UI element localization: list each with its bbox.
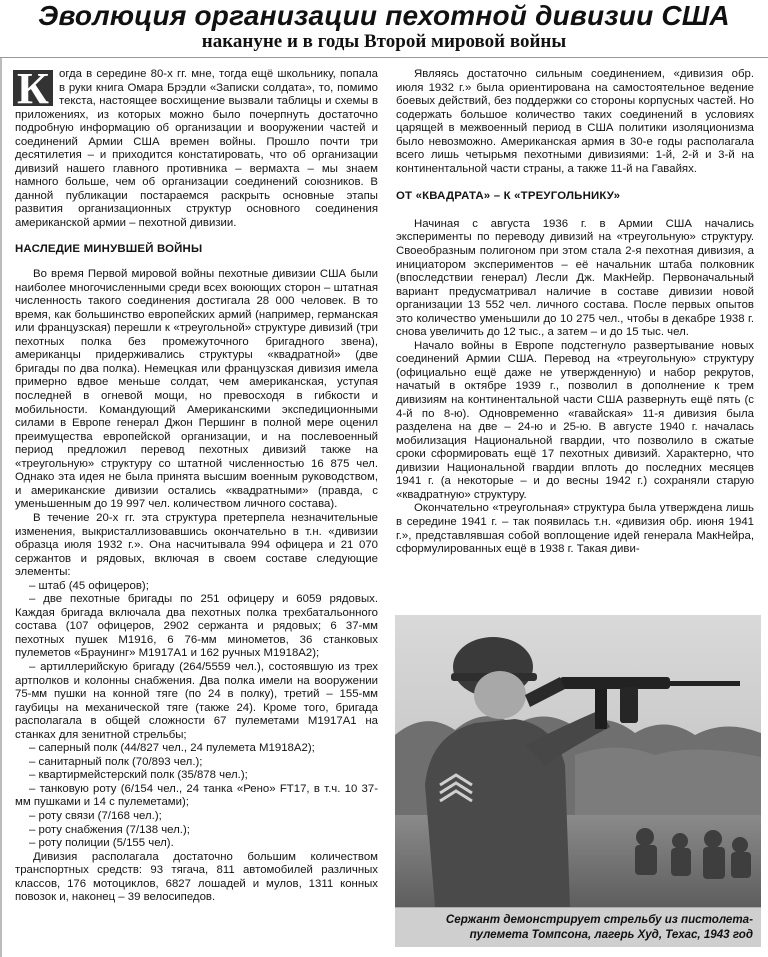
intro-block (15, 64, 378, 231)
list-item: – артиллерийскую бригаду (264/5559 чел.), состоявшую из трех артполков и колонны снабжения. Два полка имели на вооружении 75-мм пушки на конной тяге (по 24 в полку), третий – 155-мм гаубицы на механической тяге (также 24). Кроме того, бригада располагала в общей сложности 67 пулеметами M1917A1 на станках для зенитной стрельбы; (15, 660, 378, 741)
header-divider (0, 57, 768, 58)
list-item: – квартирмейстерский полк (35/878 чел.); (29, 769, 248, 782)
list-item: – роту связи (7/168 чел.); (29, 809, 162, 822)
body-paragraph: Начало войны в Европе подстегнуло развертывание новых соединений Армии США. Перевод на «треугольную» структуру (официально ещё даже не утвержденную) и набор рекрутов, начатый в октябре 1939 г., позволил в дополнение к трем дивизиям на континентальной части США развернуть ещё пять (с 4-й по 8-ю). Одновременно «гавайская» 11-я дивизия была разделена на две – 24-ю и 25-ю. В августе 1940 г. началась мобилизация Национальной гвардии, что позволило в сжатые сроки сформировать ещё 17 пехотных дивизий. Характерно, что дивизии Национальной гвардии вплоть до последних месяцев 1941 г. (а некоторые – и до весны 1942 г.) сохраняли старую «квадратную» структуру. (396, 339, 754, 501)
left-column (15, 64, 378, 905)
body-paragraph: В течение 20-х гг. эта структура претерпела незначительные изменения, выкристаллизовавшись окончательно в т.н. «дивизии образца июля 1932 г.». Она насчитывала 994 офицера и 21 070 сержантов и рядовых, включая в своем составе следующие элементы: (15, 511, 378, 579)
drop-cap: К (13, 70, 53, 106)
photo-illustration (395, 615, 761, 907)
intro-paragraph: огда в середине 80-х гг. мне, тогда ещё школьнику, попала в руки книга Омара Брэдли «Записки солдата», то, помимо текста, настоящее восхищение вызвали таблицы и схемы в приложениях, из которых можно было почерпнуть достаточно подробную информацию об организации и вооружении частей и соединений Армии США времен войны. Прошло почти три десятилетия – и приходится констатировать, что об организации дивизий нашего главного противника – вермахта – мы знаем намного больше, чем об организации соединений союзников. В данной публикации постараемся раскрыть основные этапы развития организационных структур основного соединения американской армии – пехотной дивизии. (15, 68, 378, 230)
list-item: – роту полиции (5/155 чел). (29, 837, 174, 850)
body-paragraph: Дивизия располагала достаточно большим количеством транспортных средств: 93 тягача, 811 автомобилей различных классов, 176 мотоциклов, 6827 лошадей и мулов, 1311 конных повозок и, наконец – 39 велосипедов. (15, 850, 378, 904)
list-item: – танковую роту (6/154 чел., 24 танка «Рено» FT17, в т.ч. 10 37-мм пушками и 14 с пулеметами); (15, 782, 378, 809)
right-column (396, 68, 754, 557)
list-item: – штаб (45 офицеров); (29, 579, 149, 592)
body-paragraph: Во время Первой мировой войны пехотные дивизии США были наиболее многочисленными среди всех воюющих сторон – штатная численность такого соединения достигала 28 000 человек. В то время, как большинство европейских армий (например, германская или французская) перешли к «треугольной» структуре дивизий (три пехотных полка без промежуточного бригадного звена), американцы придерживались структуры «квадратной» (две бригады по два полка). Немецкая или французская дивизия имела примерно вдвое меньше солдат, чем американская, уступая последней в огневой мощи, но превосходя в гибкости и мобильности. Командующий Американскими экспедиционными силами в Европе генерал Джон Першинг в полной мере оценил преимущества европейской организации, и на послевоенный период предложил перевод пехотных дивизий также на «треугольную» структуру со штатной численностью 16 875 чел. Однако эта идея не была принята высшим военным руководством, и американские дивизии остались «квадратными» (правда, с уменьшенным до 19 997 чел. количеством личного состава). (15, 268, 378, 511)
photo-caption: Сержант демонстрирует стрельбу из пистолета-пулемета Томпсона, лагерь Худ, Техас, 1943 год (395, 907, 761, 947)
historical-photo (395, 615, 761, 907)
page-edge-rule (0, 58, 2, 957)
list-item: – две пехотные бригады по 251 офицеру и 6059 рядовых. Каждая бригада включала два пехотных полка трехбатальонного состава (107 офицеров, 2902 сержанта и рядовых; 6 37-мм пехотных пушек M1916, 6 76-мм минометов, 36 станковых пулеметов «Браунинг» M1917A1 и 162 ручных M1918A2); (15, 593, 378, 660)
list-item: – роту снабжения (7/138 чел.); (29, 823, 190, 836)
section-heading-square-to-triangle: ОТ «КВАДРАТА» – К «ТРЕУГОЛЬНИКУ» (396, 190, 621, 203)
page-title: Эволюция организации пехотной дивизии США (38, 0, 730, 31)
list-item: – санитарный полк (70/893 чел.); (29, 755, 203, 768)
section-heading-legacy: НАСЛЕДИЕ МИНУВШЕЙ ВОЙНЫ (15, 242, 203, 255)
list-item: – саперный полк (44/827 чел., 24 пулемета M1918A2); (29, 742, 315, 755)
body-paragraph: Являясь достаточно сильным соединением, «дивизия обр. июля 1932 г.» была ориентирована на самостоятельное ведение боевых действий, без поддержки со стороны корпусных частей. Но содержать большое количество таких соединений в условиях царящей в межвоенный период в США политики изоляционизма было невозможно. Американская армия в 30-е годы располагала всего лишь четырьмя пехотными дивизиями: 1-й, 2-й и 3-й на континентальной части страны, а также 11-й на Гавайях. (396, 68, 754, 175)
body-paragraph: Окончательно «треугольная» структура была утверждена лишь в середине 1941 г. – так появилась т.н. «дивизия обр. июня 1941 г.», представлявшая собой воплощение идей генерала МакНейра, сформулированных ещё в 1938 г. Такая диви- (396, 502, 754, 556)
body-paragraph: Начиная с августа 1936 г. в Армии США начались эксперименты по переводу дивизий на «треугольную» структуру. Своеобразным полигоном при этом стала 2-я пехотная дивизия, а инициатором экспериментов – её начальник штаба полковник (впоследствии генерал) Лесли Дж. МакНейр. Первоначальный вариант предусматривал наличие в составе дивизии новой организации 13 552 чел. личного состава. После первых опытов это количество уменьшили до 10 275 чел., чтобы в декабре 1938 г. снова увеличить до 12 тыс., а затем – и до 15 тыс. чел. (396, 217, 754, 339)
page-subtitle: накануне и в годы Второй мировой войны (201, 31, 567, 52)
